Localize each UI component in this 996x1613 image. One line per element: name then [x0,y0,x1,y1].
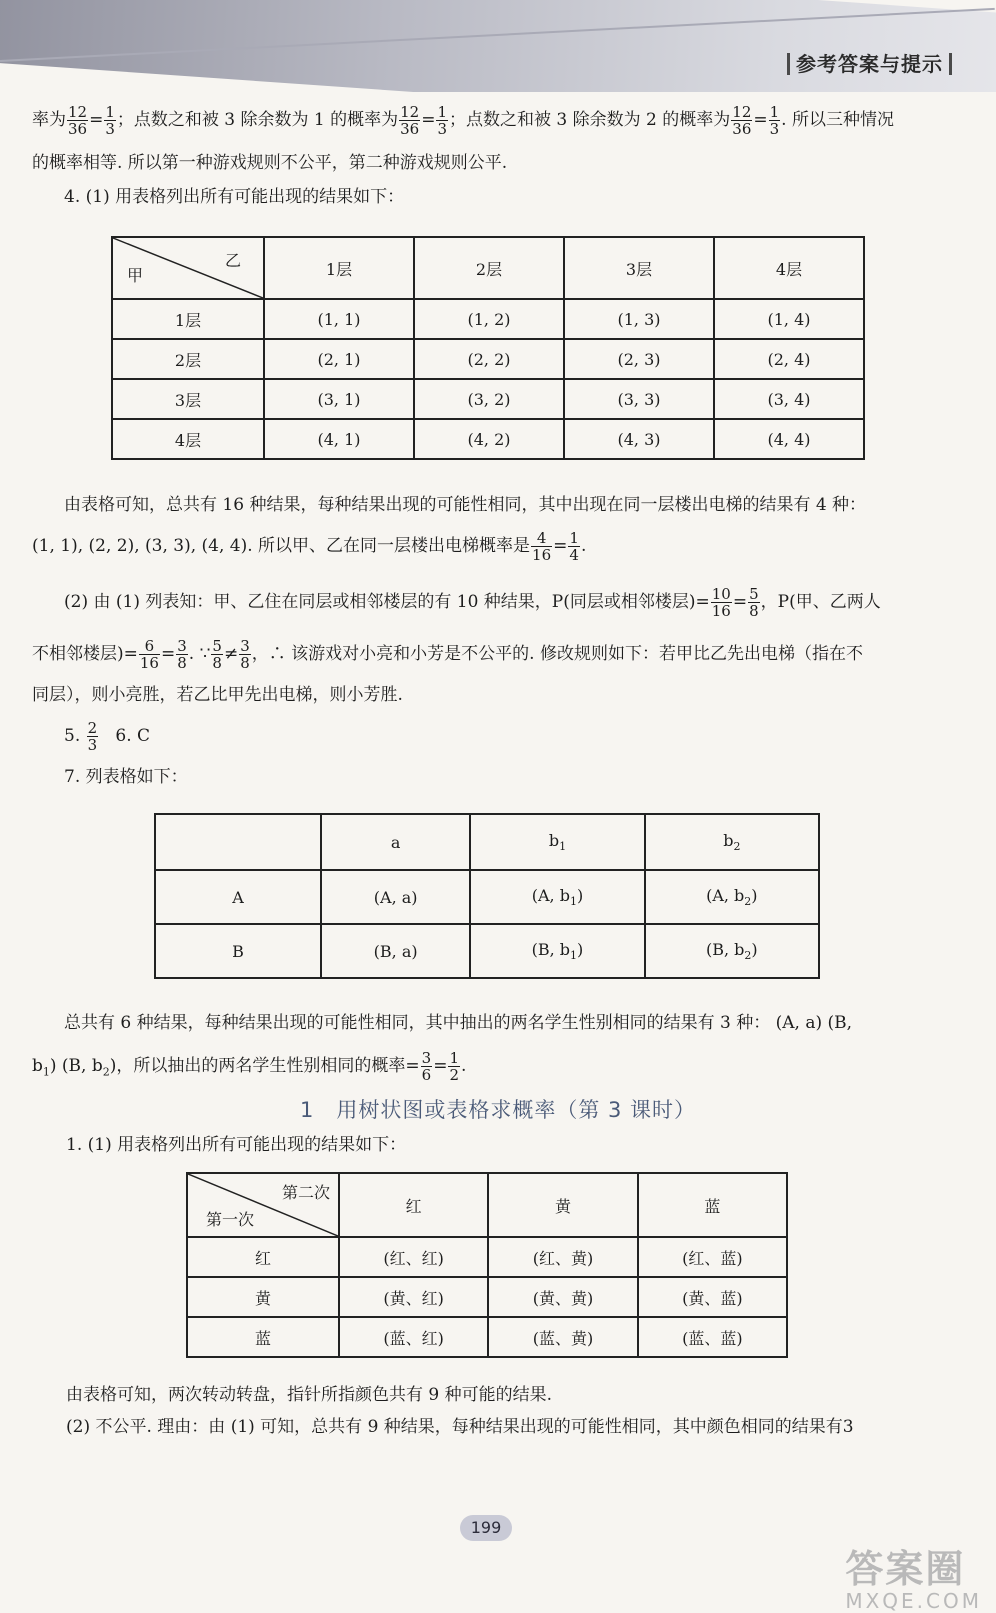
paragraph-not-adjacent: 不相邻楼层)= $\frac{6}{16}$ = $\frac{3}{8}$ . ∵ $\frac{5}{8}$ ≠ $\frac{3}{8}$ ，∴ 该游戏对小亮和小芳是不公平的. 修改规则如下：若甲比乙先出电梯（指在不 [32,637,863,672]
fraction: $\frac{2}{3}$ [87,719,98,754]
fraction: $\frac{4}{16}$ [532,529,552,564]
row-header: 3层 [112,379,264,419]
fraction: $\frac{5}{8}$ [749,585,759,620]
fraction: $\frac{5}{8}$ [212,637,222,672]
paragraph-line-2: 的概率相等. 所以第一种游戏规则不公平，第二种游戏规则公平. [32,153,508,173]
table-cell: (4, 2) [414,419,564,459]
lesson3-question-1-intro: 1. (1) 用表格列出所有可能出现的结果如下： [66,1135,407,1155]
table-cell: (1, 1) [264,299,414,339]
table-row [112,299,864,339]
row-header: 蓝 [187,1317,339,1357]
table-row [155,924,819,978]
table-cell: (A, $b_1$) [470,870,644,924]
paragraph-part-2-unfair: (2) 不公平. 理由：由 (1) 可知，总共有 9 种结果，每种结果出现的可能性相同，其中颜色相同的结果有3 [66,1417,854,1437]
table-cell: (1, 4) [714,299,864,339]
paragraph-result-16: 由表格可知，总共有 16 种结果，每种结果出现的可能性相同，其中出现在同一层楼出电梯的结果有 4 种： [64,495,867,515]
page-number: 199 [460,1515,512,1541]
column-header: 红 [339,1173,488,1237]
paragraph-same-floor: (1, 1), (2, 2), (3, 3), (4, 4). 所以甲、乙在同一层楼出电梯概率是 $\frac{4}{16}$ = $\frac{1}{4}$ . [32,529,587,564]
column-header: 1层 [264,237,414,299]
corner-bottom-label: 甲 [127,266,144,285]
table-cell: (3, 2) [414,379,564,419]
row-header: 1层 [112,299,264,339]
column-header: a [321,814,470,870]
table-row [155,870,819,924]
color-spinner-table [186,1172,788,1358]
table-cell: (蓝、黄) [488,1317,637,1357]
fraction: $\frac{1}{3}$ [769,103,780,138]
paragraph-line-1: 率为 $\frac{12}{36}$ = $\frac{1}{3}$ ；点数之和被 3 除余数为 1 的概率为 $\frac{12}{36}$ = $\frac{1}{3}$ ；点数之和被 3 除余数为 2 的概率为 $\frac{12}{36}$ = $\frac{1}{3}$ . 所以三种情况 [32,103,894,138]
table-row [112,339,864,379]
section-heading: 1 用树状图或表格求概率（第 3 课时） [299,1098,697,1122]
table-row [187,1317,787,1357]
table-cell: (红、黄) [488,1237,637,1277]
corner-top-label: 乙 [224,251,241,270]
header-title: 参考答案与提示 [781,48,958,77]
fraction: $\frac{1}{3}$ [105,103,115,138]
table-cell: (B, $b_1$) [470,924,644,978]
row-header: B [155,924,321,978]
table-cell: (4, 4) [714,419,864,459]
table-cell: (2, 4) [714,339,864,379]
table-cell: (蓝、蓝) [638,1317,787,1357]
table-cell: (1, 3) [564,299,714,339]
table-corner-cell [155,814,321,870]
row-header: A [155,870,321,924]
fraction: $\frac{1}{4}$ [569,529,579,564]
column-header: $b_1$ [470,814,644,870]
corner-bottom-label: 第一次 [206,1210,255,1229]
fraction: $\frac{10}{16}$ [711,585,731,620]
table-cell: (2, 2) [414,339,564,379]
table-cell: (黄、黄) [488,1277,637,1317]
fraction: $\frac{3}{8}$ [177,637,187,672]
paragraph-part-2: (2) 由 (1) 列表知：甲、乙住在同层或相邻楼层的有 10 种结果，P(同层或相邻楼层)= $\frac{10}{16}$ = $\frac{5}{8}$ ，P(甲、乙两人 [64,585,881,620]
fraction: $\frac{3}{8}$ [240,637,250,672]
header-band [0,0,996,92]
question-4-intro: 4. (1) 用表格列出所有可能出现的结果如下： [64,187,405,207]
column-header: 蓝 [638,1173,787,1237]
paragraph-rule-change: 同层），则小亮胜，若乙比甲先出电梯，则小芳胜. [32,685,403,705]
table-cell: (A, $b_2$) [645,870,819,924]
paragraph-same-gender: $b_1$) (B, $b_2$)，所以抽出的两名学生性别相同的概率= $\frac{3}{6}$ = $\frac{1}{2}$ . [32,1049,467,1084]
table-cell: (黄、蓝) [638,1277,787,1317]
column-header: 黄 [488,1173,637,1237]
paragraph-6-results: 总共有 6 种结果，每种结果出现的可能性相同，其中抽出的两名学生性别相同的结果有 3 种： (A, a) (B, [64,1013,853,1033]
column-header: 4层 [714,237,864,299]
table-row [155,814,819,870]
watermark-logo: 答案圈 MXQE.COM [845,1547,982,1613]
table-corner-cell [187,1173,339,1237]
table-row [112,379,864,419]
table-cell: (2, 3) [564,339,714,379]
table-cell: (2, 1) [264,339,414,379]
table-cell: (3, 3) [564,379,714,419]
table-cell: (黄、红) [339,1277,488,1317]
table-cell: (蓝、红) [339,1317,488,1357]
paragraph-9-outcomes: 由表格可知，两次转动转盘，指针所指颜色共有 9 种可能的结果. [66,1385,553,1405]
fraction: $\frac{12}{36}$ [400,103,420,138]
fraction: $\frac{1}{3}$ [437,103,448,138]
table-cell: (红、蓝) [638,1237,787,1277]
table-cell: (3, 1) [264,379,414,419]
table-cell: (B, $b_2$) [645,924,819,978]
table-cell: (B, a) [321,924,470,978]
column-header: 3层 [564,237,714,299]
fraction: $\frac{6}{16}$ [139,637,159,672]
fraction: $\frac{12}{36}$ [732,103,752,138]
table-cell: (A, a) [321,870,470,924]
table-cell: (1, 2) [414,299,564,339]
fraction: $\frac{3}{6}$ [421,1049,432,1084]
answers-5-6: 5. $\frac{2}{3}$ 6. C [64,719,151,754]
column-header: $b_2$ [645,814,819,870]
row-header: 2层 [112,339,264,379]
table-cell: (4, 3) [564,419,714,459]
fraction: $\frac{1}{2}$ [449,1049,459,1084]
fraction: $\frac{12}{36}$ [68,103,88,138]
table-cell: (3, 4) [714,379,864,419]
table-row [112,419,864,459]
row-header: 黄 [187,1277,339,1317]
table-row [187,1277,787,1317]
table-row [187,1237,787,1277]
question-7-intro: 7. 列表格如下： [64,767,188,787]
table-cell: (红、红) [339,1237,488,1277]
row-header: 红 [187,1237,339,1277]
column-header: 2层 [414,237,564,299]
corner-top-label: 第二次 [281,1183,330,1202]
student-gender-table [154,813,820,979]
elevator-floor-table [111,236,865,460]
table-cell: (4, 1) [264,419,414,459]
row-header: 4层 [112,419,264,459]
table-corner-cell [112,237,264,299]
